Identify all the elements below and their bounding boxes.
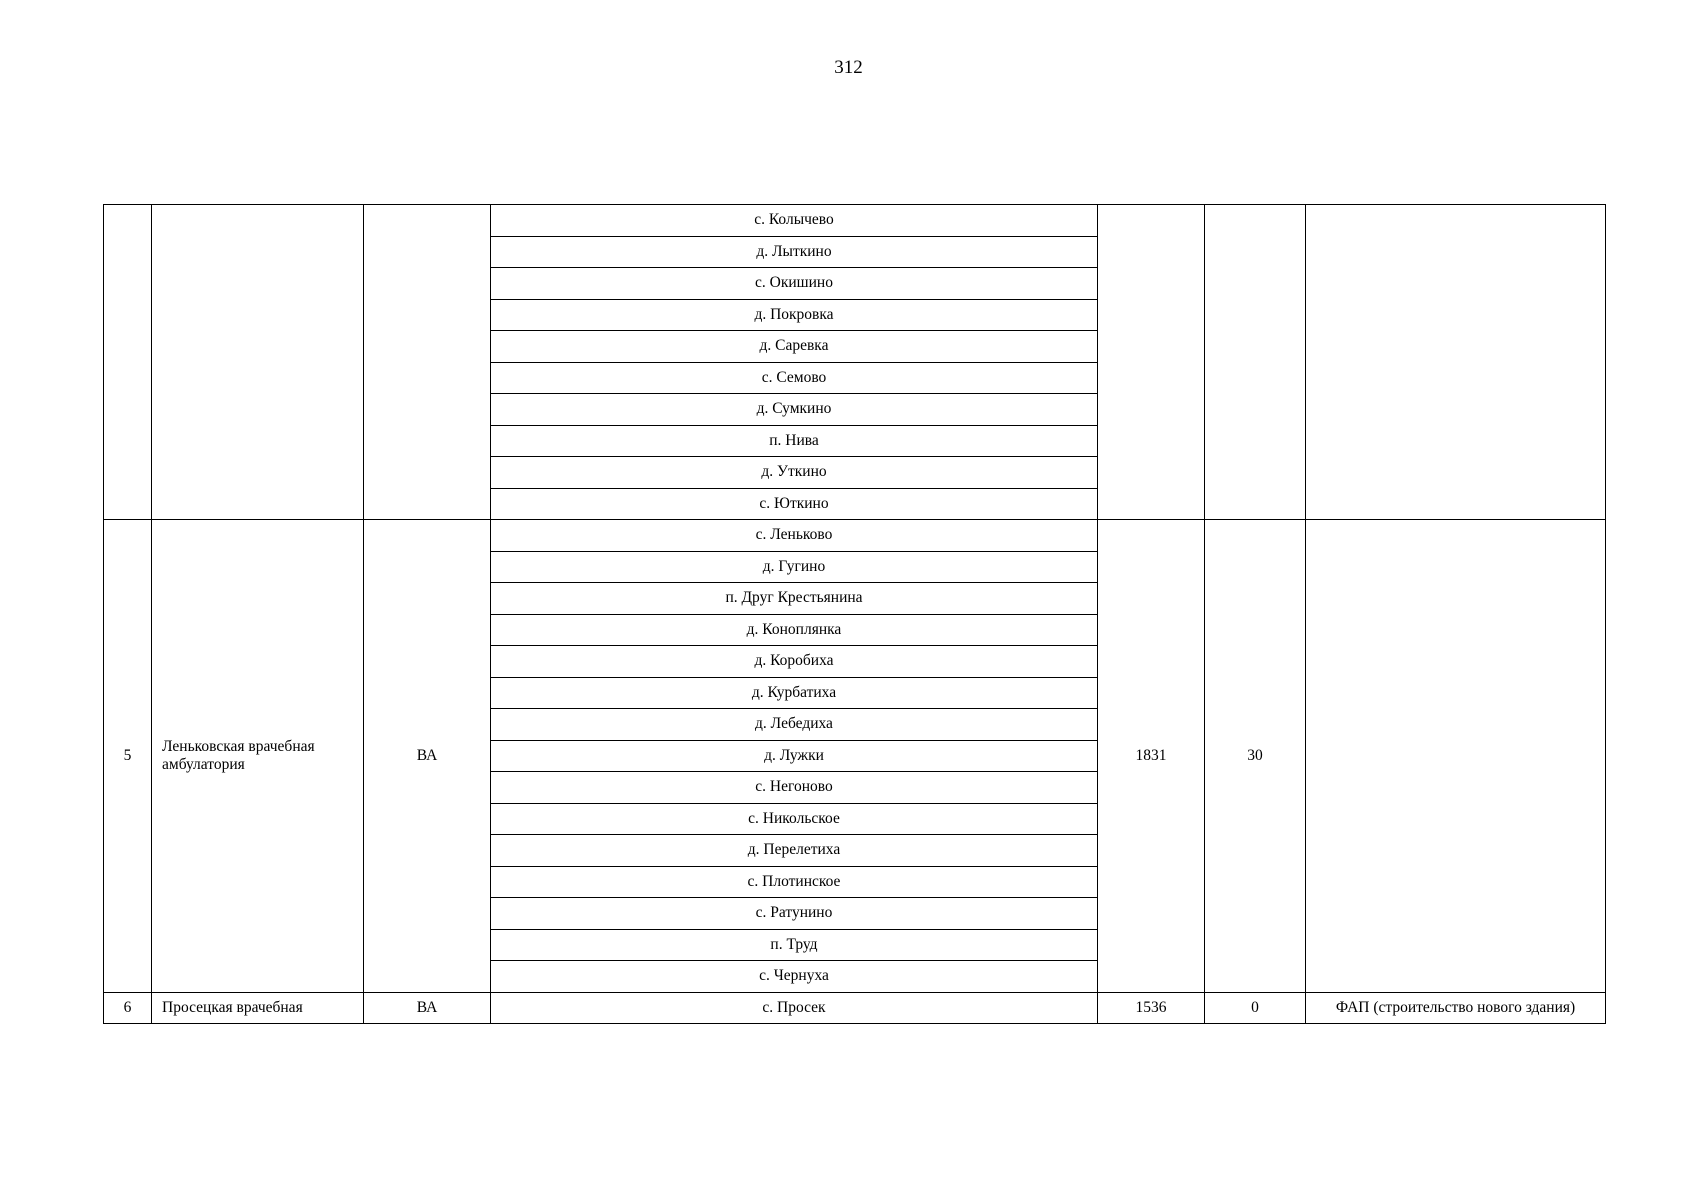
value-cell: 30 xyxy=(1205,520,1306,993)
institution-type-cell xyxy=(364,205,491,520)
settlement-cell: д. Сумкино xyxy=(491,394,1098,426)
population-cell: 1536 xyxy=(1098,992,1205,1024)
institution-name-cell xyxy=(152,205,364,520)
row-number-cell: 5 xyxy=(104,520,152,993)
institution-type-cell: ВА xyxy=(364,992,491,1024)
settlement-cell: п. Друг Крестьянина xyxy=(491,583,1098,615)
value-cell: 0 xyxy=(1205,992,1306,1024)
table-body xyxy=(104,205,1606,1024)
institution-name-cell: Просецкая врачебная xyxy=(152,992,364,1024)
settlement-cell: с. Просек xyxy=(491,992,1098,1024)
settlement-cell: д. Курбатиха xyxy=(491,677,1098,709)
value-cell xyxy=(1205,205,1306,520)
settlement-cell: п. Нива xyxy=(491,425,1098,457)
table-row xyxy=(104,205,1606,237)
settlement-cell: с. Семово xyxy=(491,362,1098,394)
table-row xyxy=(104,992,1606,1024)
note-cell xyxy=(1306,205,1606,520)
page-number: 312 xyxy=(834,57,863,78)
settlement-cell: д. Уткино xyxy=(491,457,1098,489)
settlement-cell: д. Лебедиха xyxy=(491,709,1098,741)
note-cell: ФАП (строительство нового здания) xyxy=(1306,992,1606,1024)
settlement-cell: д. Лыткино xyxy=(491,236,1098,268)
settlement-cell: п. Труд xyxy=(491,929,1098,961)
settlement-cell: д. Коробиха xyxy=(491,646,1098,678)
settlement-cell: с. Юткино xyxy=(491,488,1098,520)
row-number-cell xyxy=(104,205,152,520)
institution-type-cell: ВА xyxy=(364,520,491,993)
settlement-cell: с. Ратунино xyxy=(491,898,1098,930)
row-number-cell: 6 xyxy=(104,992,152,1024)
institution-name-cell: Леньковская врачебная амбулатория xyxy=(152,520,364,993)
settlement-cell: с. Чернуха xyxy=(491,961,1098,993)
settlement-cell: с. Окишино xyxy=(491,268,1098,300)
table-row xyxy=(104,520,1606,552)
settlement-cell: д. Покровка xyxy=(491,299,1098,331)
settlement-cell: с. Никольское xyxy=(491,803,1098,835)
settlements-table xyxy=(103,204,1606,1024)
settlement-cell: д. Перелетиха xyxy=(491,835,1098,867)
settlement-cell: с. Леньково xyxy=(491,520,1098,552)
settlement-cell: д. Лужки xyxy=(491,740,1098,772)
settlement-cell: д. Гугино xyxy=(491,551,1098,583)
settlement-cell: д. Саревка xyxy=(491,331,1098,363)
population-cell: 1831 xyxy=(1098,520,1205,993)
population-cell xyxy=(1098,205,1205,520)
settlement-cell: с. Негоново xyxy=(491,772,1098,804)
settlement-cell: д. Коноплянка xyxy=(491,614,1098,646)
settlement-cell: с. Плотинское xyxy=(491,866,1098,898)
settlement-cell: с. Колычево xyxy=(491,205,1098,237)
note-cell xyxy=(1306,520,1606,993)
